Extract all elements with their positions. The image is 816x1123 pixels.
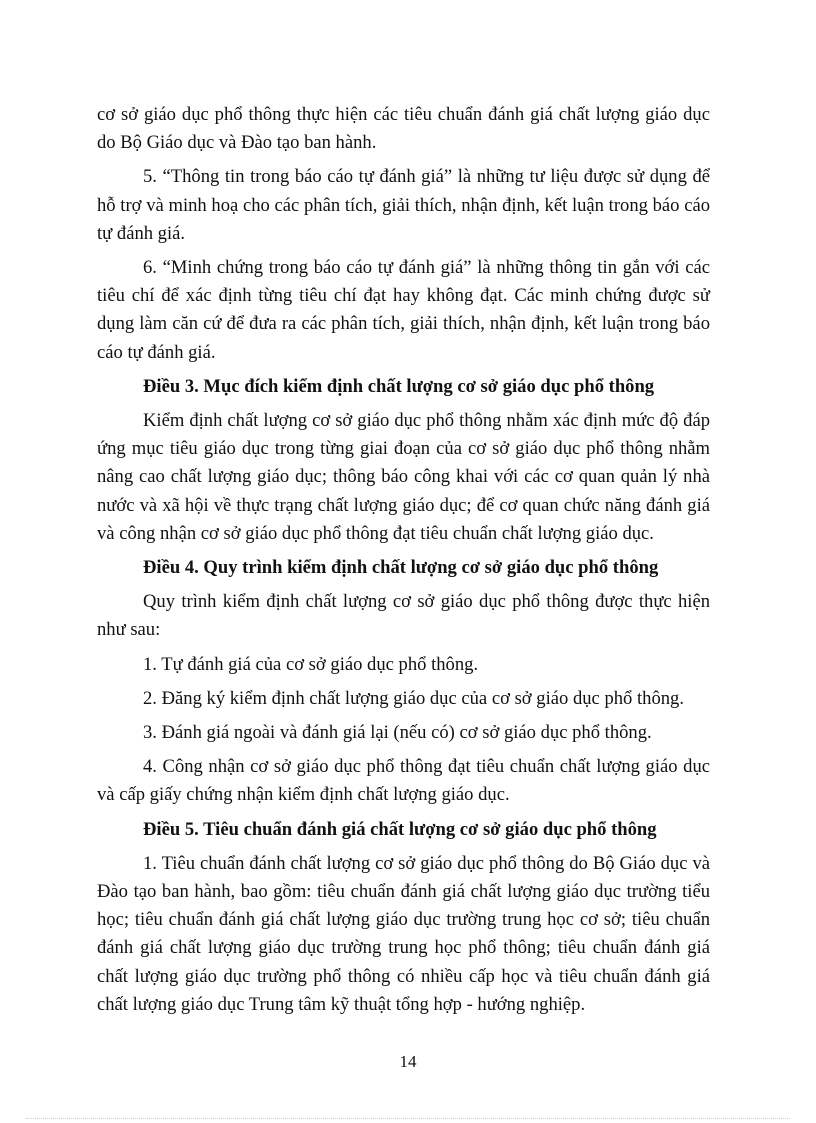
paragraph-continued: cơ sở giáo dục phổ thông thực hiện các tiêu chuẩn đánh giá chất lượng giáo dục do Bộ Giáo dục và Đào tạo ban hành. (97, 104, 710, 154)
list-item-step-2: 2. Đăng ký kiểm định chất lượng giáo dục của cơ sở giáo dục phổ thông. (143, 687, 684, 709)
page-bottom-divider (26, 1118, 790, 1119)
paragraph-article-3-body: Kiểm định chất lượng cơ sở giáo dục phổ thông nhằm xác định mức độ đáp ứng mục tiêu giáo dục trong từng giai đoạn của cơ sở giáo dục phổ thông nhằm nâng cao chất lượng giáo dục; thông báo công khai với các cơ quan quản lý nhà nước và xã hội về thực trạng chất lượng giáo dục; để cơ quan chức năng đánh giá và công nhận cơ sở giáo dục phổ thông đạt tiêu chuẩn chất lượng giáo dục. (97, 410, 710, 544)
heading-article-3: Điều 3. Mục đích kiểm định chất lượng cơ sở giáo dục phổ thông (143, 375, 655, 397)
list-item-step-3: 3. Đánh giá ngoài và đánh giá lại (nếu có) cơ sở giáo dục phổ thông. (143, 722, 652, 744)
page-number: 14 (399, 1052, 417, 1071)
heading-article-5: Điều 5. Tiêu chuẩn đánh giá chất lượng cơ sở giáo dục phổ thông (143, 818, 657, 840)
heading-article-4: Điều 4. Quy trình kiểm định chất lượng cơ sở giáo dục phổ thông (143, 557, 659, 579)
paragraph-clause-5: 5. “Thông tin trong báo cáo tự đánh giá” là những tư liệu được sử dụng để hỗ trợ và minh hoạ cho các phân tích, giải thích, nhận định, kết luận trong báo cáo tự đánh giá. (97, 166, 710, 244)
list-item-step-4: 4. Công nhận cơ sở giáo dục phổ thông đạt tiêu chuẩn chất lượng giáo dục và cấp giấy chứng nhận kiểm định chất lượng giáo dục. (97, 756, 710, 806)
list-item-step-1: 1. Tự đánh giá của cơ sở giáo dục phổ thông. (143, 653, 479, 675)
document-body (97, 101, 710, 1025)
paragraph-clause-6: 6. “Minh chứng trong báo cáo tự đánh giá” là những thông tin gắn với các tiêu chí để xác định từng tiêu chí đạt hay không đạt. Các minh chứng được sử dụng làm căn cứ để đưa ra các phân tích, giải thích, nhận định, kết luận trong báo cáo tự đánh giá. (97, 257, 710, 363)
paragraph-article-5-clause-1: 1. Tiêu chuẩn đánh chất lượng cơ sở giáo dục phổ thông do Bộ Giáo dục và Đào tạo ban hành, bao gồm: tiêu chuẩn đánh giá chất lượng giáo dục trường tiểu học; tiêu chuẩn đánh giá chất lượng giáo dục trường trung học cơ sở; tiêu chuẩn đánh giá chất lượng giáo dục trường trung học phổ thông; tiêu chuẩn đánh giá chất lượng giáo dục trường phổ thông có nhiều cấp học và tiêu chuẩn đánh giá chất lượng giáo dục Trung tâm kỹ thuật tổng hợp - hướng nghiệp. (97, 852, 710, 1015)
paragraph-article-4-intro: Quy trình kiểm định chất lượng cơ sở giáo dục phổ thông được thực hiện như sau: (97, 591, 710, 641)
